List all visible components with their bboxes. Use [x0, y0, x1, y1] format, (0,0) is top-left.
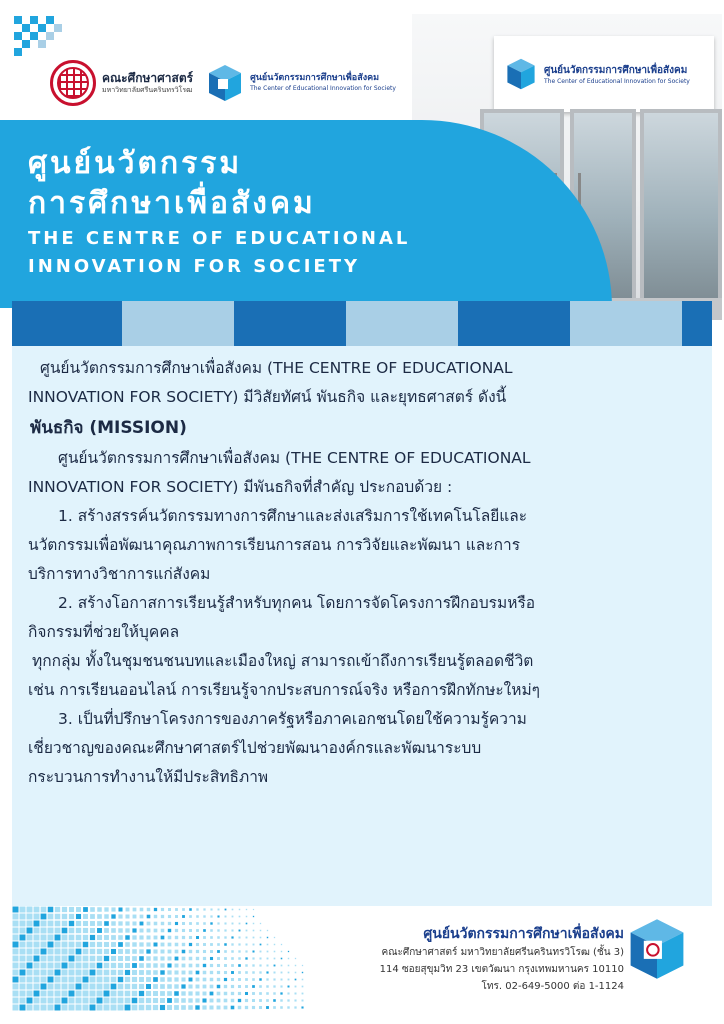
faculty-university: มหาวิทยาลัยศรีนครินทรวิโรฒ: [102, 86, 193, 94]
mission-item-2: ทุกกลุ่ม ทั้งในชุมชนชนบทและเมืองใหญ่ สามารถเข้าถึงการเรียนรู้ตลอดชีวิต: [32, 652, 534, 670]
entrance-sign: [494, 36, 714, 112]
title-thai-line2: การศึกษาเพื่อสังคม: [28, 186, 316, 221]
sign-cube-icon: [504, 57, 538, 91]
faculty-name: คณะศึกษาศาสตร์: [102, 71, 194, 85]
center-logo: [205, 63, 396, 103]
footer-contact: [380, 924, 624, 995]
faculty-logo: [50, 60, 193, 106]
footer-address-line: คณะศึกษาศาสตร์ มหาวิทยาลัยศรีนครินทรวิโรฒ (ชั้น 3): [381, 947, 624, 958]
sign-english: The Center of Educational Innovation for Society: [544, 78, 690, 85]
mission-item-1: บริการทางวิชาการแก่สังคม: [28, 565, 211, 583]
color-strip: [12, 301, 712, 346]
title-banner: [0, 120, 612, 308]
mission-intro-line: INNOVATION FOR SOCIETY) มีพันธกิจที่สำคัญ ประกอบด้วย :: [28, 478, 453, 496]
mission-intro-line: ศูนย์นวัตกรรมการศึกษาเพื่อสังคม (THE CENTRE OF EDUCATIONAL: [58, 449, 531, 467]
mission-item-2: เช่น การเรียนออนไลน์ การเรียนรู้จากประสบการณ์จริง หรือการฝึกทักษะใหม่ๆ: [28, 681, 540, 699]
mission-item-3: เชี่ยวชาญของคณะศึกษาศาสตร์ไปช่วยพัฒนาองค์กรและพัฒนาระบบ: [28, 739, 482, 757]
title-english-line2: INNOVATION FOR SOCIETY: [28, 256, 361, 277]
cube-logo-icon: [205, 63, 245, 103]
intro-line: INNOVATION FOR SOCIETY) มีวิสัยทัศน์ พันธกิจ และยุทธศาสตร์ ดังนี้: [28, 388, 507, 406]
mission-item-2: กิจกรรมที่ช่วยให้บุคคล: [28, 623, 180, 641]
mission-item-3: กระบวนการทำงานให้มีประสิทธิภาพ: [28, 768, 269, 786]
pixel-pattern-decoration: [14, 16, 74, 56]
footer-center-name: ศูนย์นวัตกรรมการศึกษาเพื่อสังคม: [423, 926, 624, 942]
glass-door: [640, 109, 722, 309]
mission-item-1: นวัตกรรมเพื่อพัฒนาคุณภาพการเรียนการสอน การวิจัยและพัฒนา และการ: [28, 536, 521, 554]
title-english-line1: THE CENTRE OF EDUCATIONAL: [28, 228, 411, 249]
footer-cube-logo-icon: [624, 916, 690, 982]
footer-phone: โทร. 02-649-5000 ต่อ 1-1124: [481, 981, 624, 992]
intro-line: ศูนย์นวัตกรรมการศึกษาเพื่อสังคม (THE CENTRE OF EDUCATIONAL: [40, 359, 513, 377]
logo-row: [50, 60, 396, 106]
footer-pixel-pattern: [12, 906, 312, 1012]
center-logo-english: The Center of Educational Innovation for Society: [250, 85, 396, 92]
mission-item-1: 1. สร้างสรรค์นวัตกรรมทางการศึกษาและส่งเสริมการใช้เทคโนโลยีและ: [58, 507, 528, 525]
mission-item-2: 2. สร้างโอกาสการเรียนรู้สำหรับทุกคน โดยการจัดโครงการฝึกอบรมหรือ: [58, 594, 536, 612]
center-logo-name: ศูนย์นวัตกรรมการศึกษาเพื่อสังคม: [250, 73, 380, 83]
mission-content: [12, 346, 712, 906]
mission-item-3: 3. เป็นที่ปรึกษาโครงการของภาครัฐหรือภาคเอกชนโดยใช้ความรู้ความ: [58, 710, 527, 728]
footer-address-line: 114 ซอยสุขุมวิท 23 เขตวัฒนา กรุงเทพมหานคร 10110: [379, 964, 624, 975]
sign-name: ศูนย์นวัตกรรมการศึกษาเพื่อสังคม: [544, 65, 688, 76]
mission-heading: พันธกิจ (MISSION): [30, 418, 187, 438]
title-thai-line1: ศูนย์นวัตกรรม: [28, 146, 243, 181]
faculty-seal-icon: [50, 60, 96, 106]
